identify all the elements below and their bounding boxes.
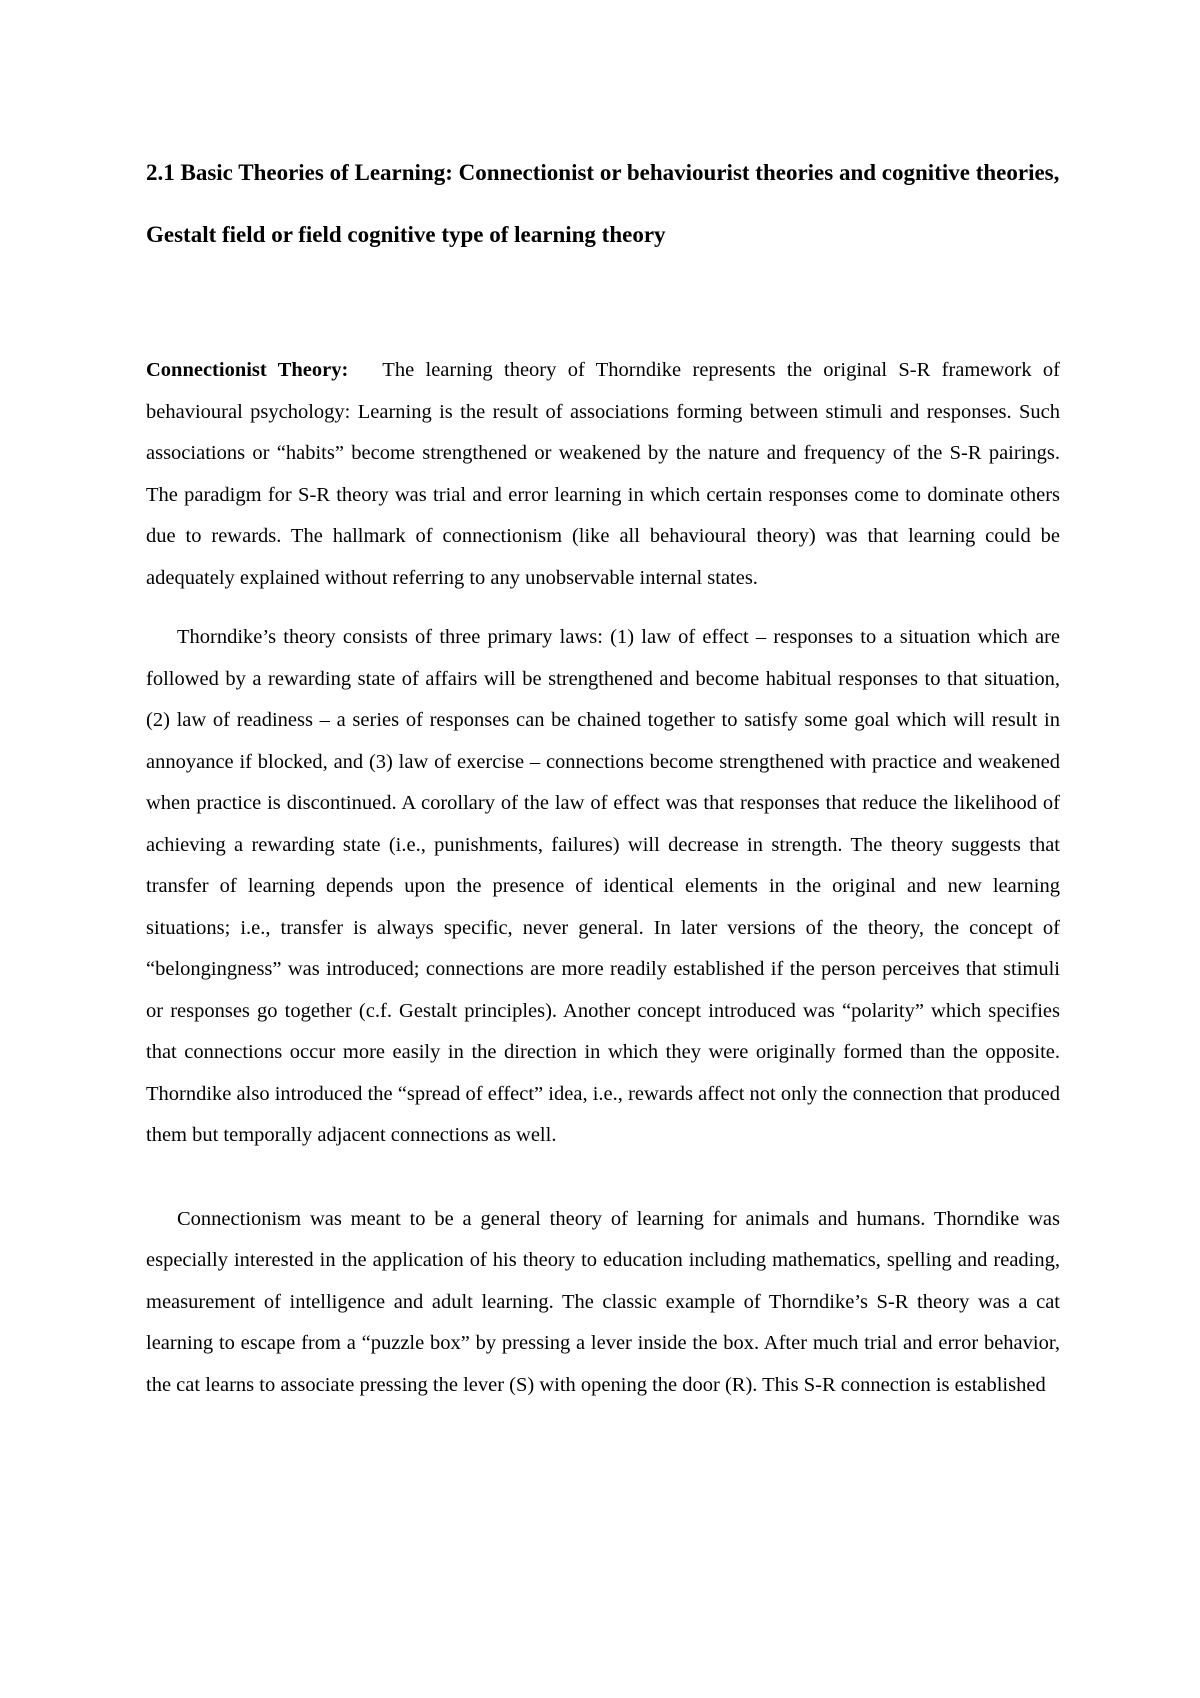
paragraph-thorndike-laws: [146, 617, 1060, 1157]
section-heading: 2.1 Basic Theories of Learning: Connectionist or behaviourist theories and cognitive theories, Gestalt field or field cognitive type of learning theory: [146, 160, 1060, 247]
paragraph-text: Connectionism was meant to be a general theory of learning for animals and humans. Thorndike was especially interested in the application of his theory to education including mathematics, spelling and reading, measurement of intelligence and adult learning. The classic example of Thorndike’s S-R theory was a cat learning to escape from a “puzzle box” by pressing a lever inside the box. After much trial and error behavior, the cat learns to associate pressing the lever (S) with opening the door (R). This S-R connection is established: [146, 1207, 1060, 1396]
paragraph-connectionism-general: [146, 1199, 1060, 1407]
paragraph-text: The learning theory of Thorndike represents the original S-R framework of behavioural psychology: Learning is the result of associations forming between stimuli and responses. Such associations or “habits” become strengthened or weakened by the nature and frequency of the S-R pairings. The paradigm for S-R theory was trial and error learning in which certain responses come to dominate others due to rewards. The hallmark of connectionism (like all behavioural theory) was that learning could be adequately explained without referring to any unobservable internal states.: [146, 359, 1060, 589]
paragraph-text: Thorndike’s theory consists of three primary laws: (1) law of effect – responses to a situation which are followed by a rewarding state of affairs will be strengthened and become habitual responses to that situation, (2) law of readiness – a series of responses can be chained together to satisfy some goal which will result in annoyance if blocked, and (3) law of exercise – connections become strengthened with practice and weakened when practice is discontinued. A corollary of the law of effect was that responses that reduce the likelihood of achieving a rewarding state (i.e., punishments, failures) will decrease in strength. The theory suggests that transfer of learning depends upon the presence of identical elements in the original and new learning situations; i.e., transfer is always specific, never general. In later versions of the theory, the concept of “belongingness” was introduced; connections are more readily established if the person perceives that stimuli or responses go together (c.f. Gestalt principles). Another concept introduced was “polarity” which specifies that connections occur more easily in the direction in which they were originally formed than the opposite. Thorndike also introduced the “spread of effect” idea, i.e., rewards affect not only the connection that produced them but temporally adjacent connections as well.: [146, 626, 1060, 1146]
paragraph-lead-label: Connectionist Theory:: [146, 359, 349, 381]
document-page: [146, 142, 1060, 1406]
paragraph-connectionist-theory: [146, 350, 1060, 599]
